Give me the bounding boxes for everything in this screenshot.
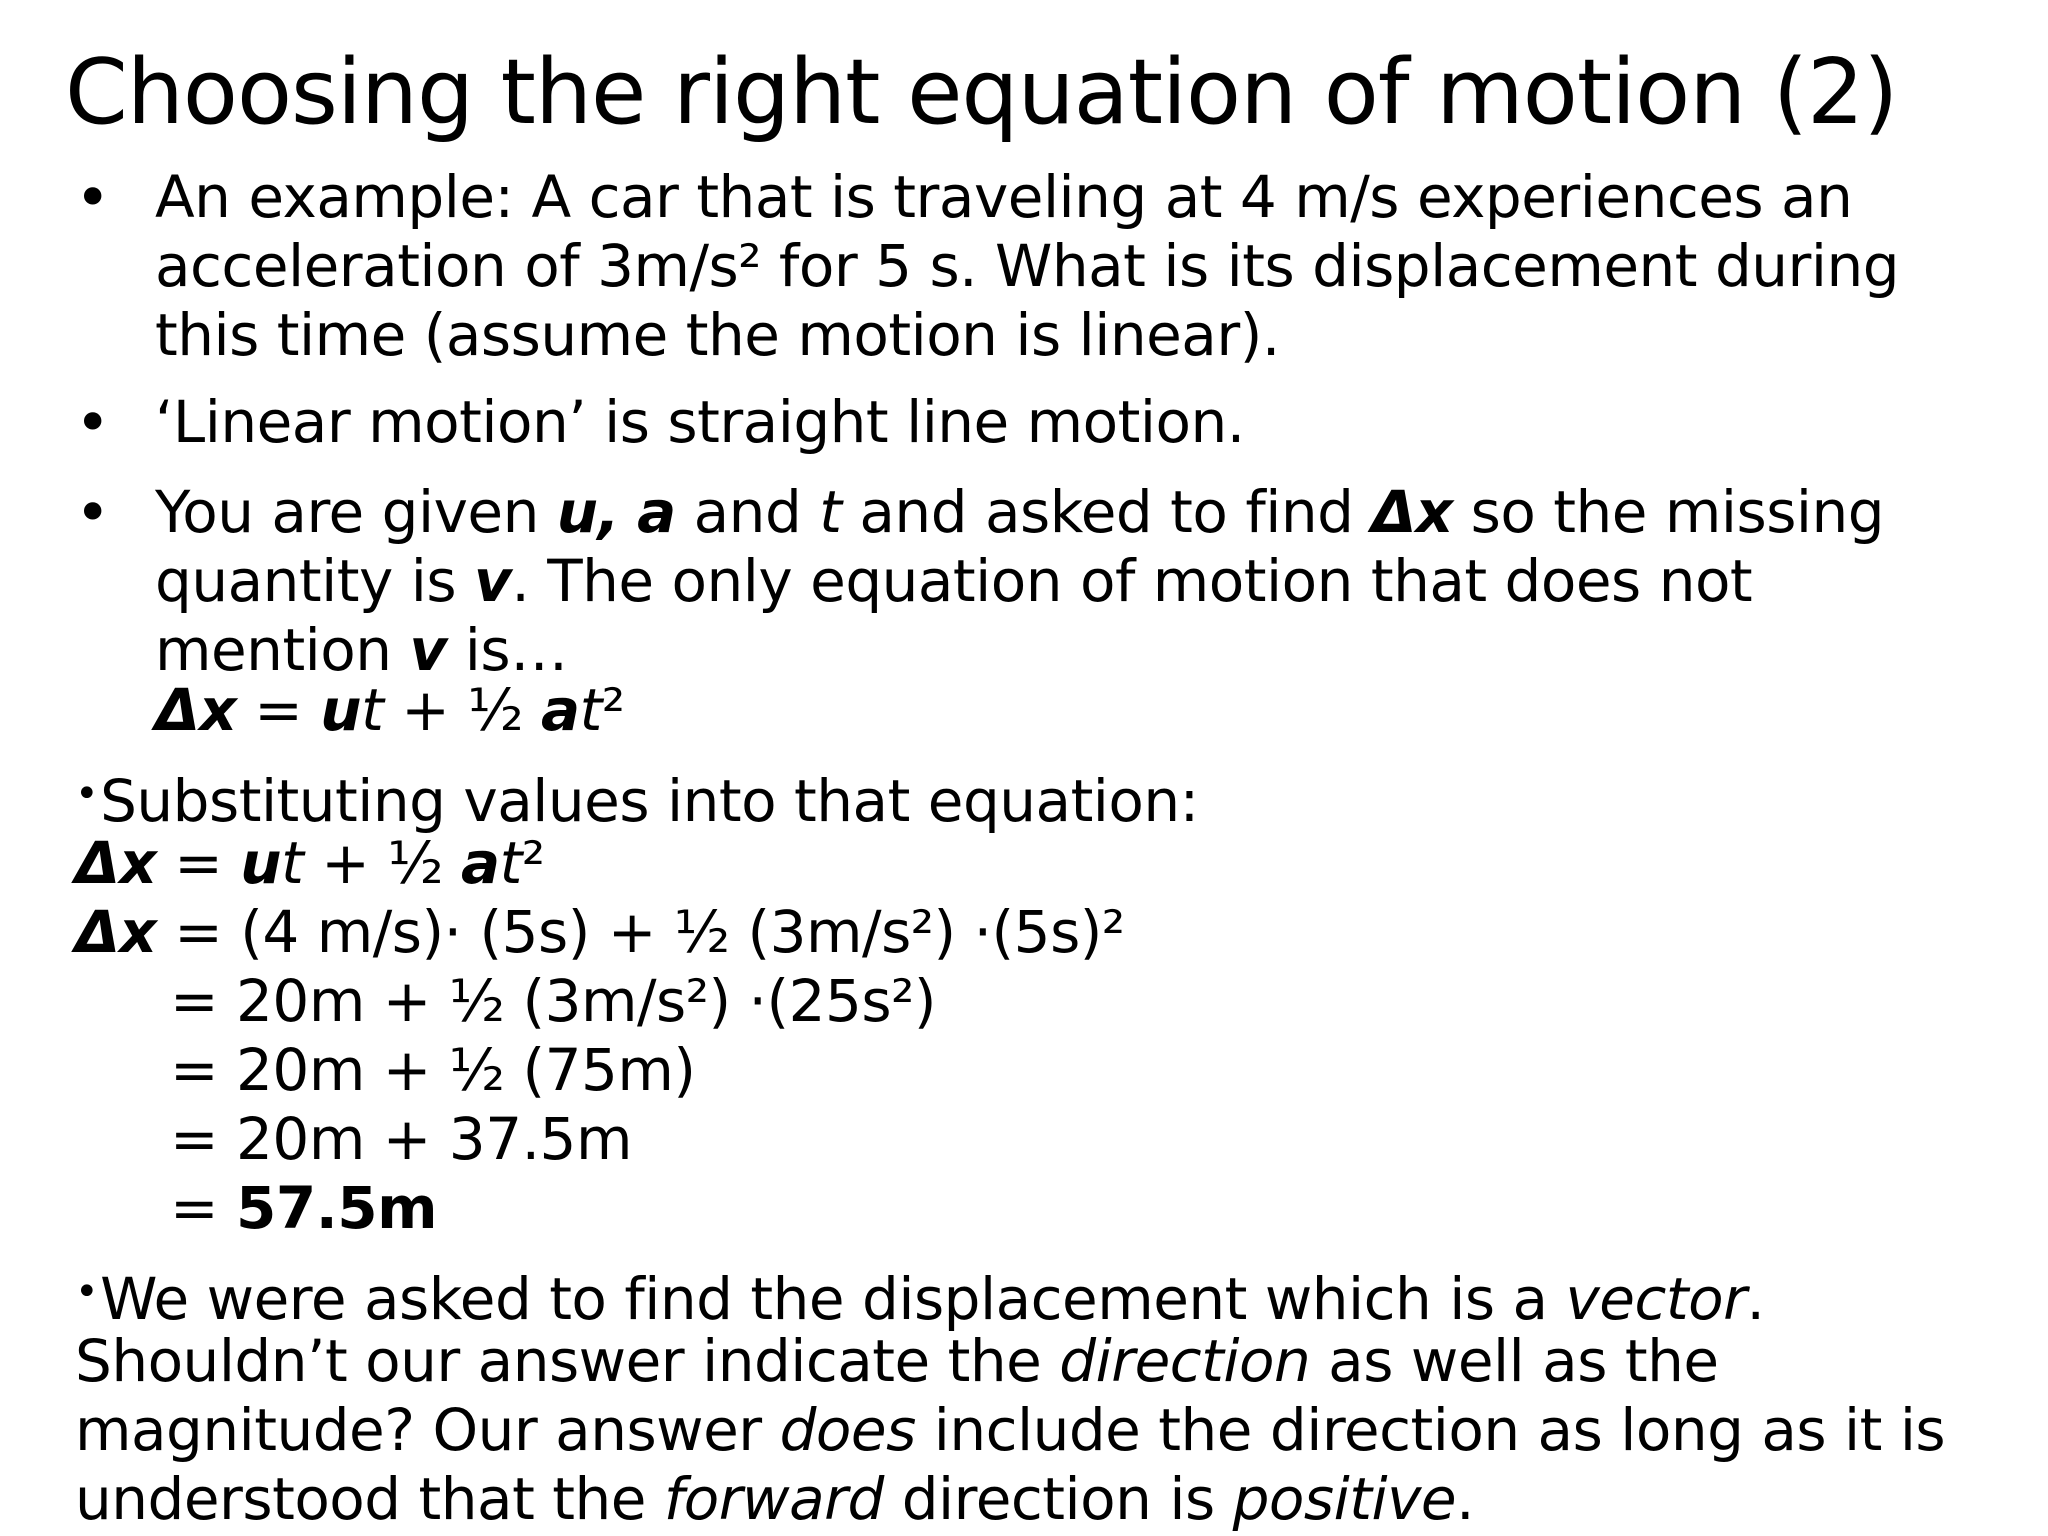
- calc-step-3: = 20m + 37.5m: [170, 1105, 632, 1173]
- example-line-1: An example: A car that is traveling at 4 m/s experiences an: [155, 163, 1853, 231]
- bullet-example: [155, 163, 1899, 370]
- bullet-marker: •: [75, 478, 111, 548]
- bullet-vector-note: [75, 1258, 1945, 1534]
- example-line-3: this time (assume the motion is linear).: [155, 301, 1280, 369]
- bullet-linear-motion: [155, 388, 1245, 457]
- calc-step-2: = 20m + ½ (75m): [170, 1036, 696, 1104]
- vector-line-1: •We were asked to find the displacement which is a vector.: [75, 1265, 1765, 1333]
- example-line-2: acceleration of 3m/s² for 5 s. What is its displacement during: [155, 232, 1900, 300]
- substitution-values: Δx = (4 m/s)· (5s) + ½ (3m/s²) ·(5s)²: [75, 898, 1125, 966]
- substitution-intro: •Substituting values into that equation:: [75, 767, 1199, 835]
- given-line-1: You are given u, a and t and asked to find Δx so the missing: [155, 478, 1885, 546]
- given-line-2: quantity is v. The only equation of motion that does not: [155, 547, 1753, 615]
- vector-line-3: magnitude? Our answer does include the direction as long as it is: [75, 1396, 1946, 1464]
- equation-displacement: Δx = ut + ½ at²: [155, 676, 625, 744]
- calc-step-1: = 20m + ½ (3m/s²) ·(25s²): [170, 967, 937, 1035]
- linear-motion-line: ‘Linear motion’ is straight line motion.: [155, 388, 1245, 456]
- vector-line-2: Shouldn’t our answer indicate the direction as well as the: [75, 1327, 1719, 1395]
- substitution-equation: Δx = ut + ½ at²: [75, 829, 545, 897]
- bullet-marker: •: [75, 163, 111, 233]
- bullet-marker: •: [75, 388, 111, 458]
- given-line-3: mention v is…: [155, 616, 568, 684]
- bullet-given-quantities: [155, 478, 1884, 745]
- vector-line-4: understood that the forward direction is positive.: [75, 1465, 1475, 1533]
- bullet-substitution: [75, 760, 1199, 1243]
- slide-title: Choosing the right equation of motion (2): [65, 40, 1898, 145]
- calc-final-answer: = 57.5m: [170, 1174, 438, 1242]
